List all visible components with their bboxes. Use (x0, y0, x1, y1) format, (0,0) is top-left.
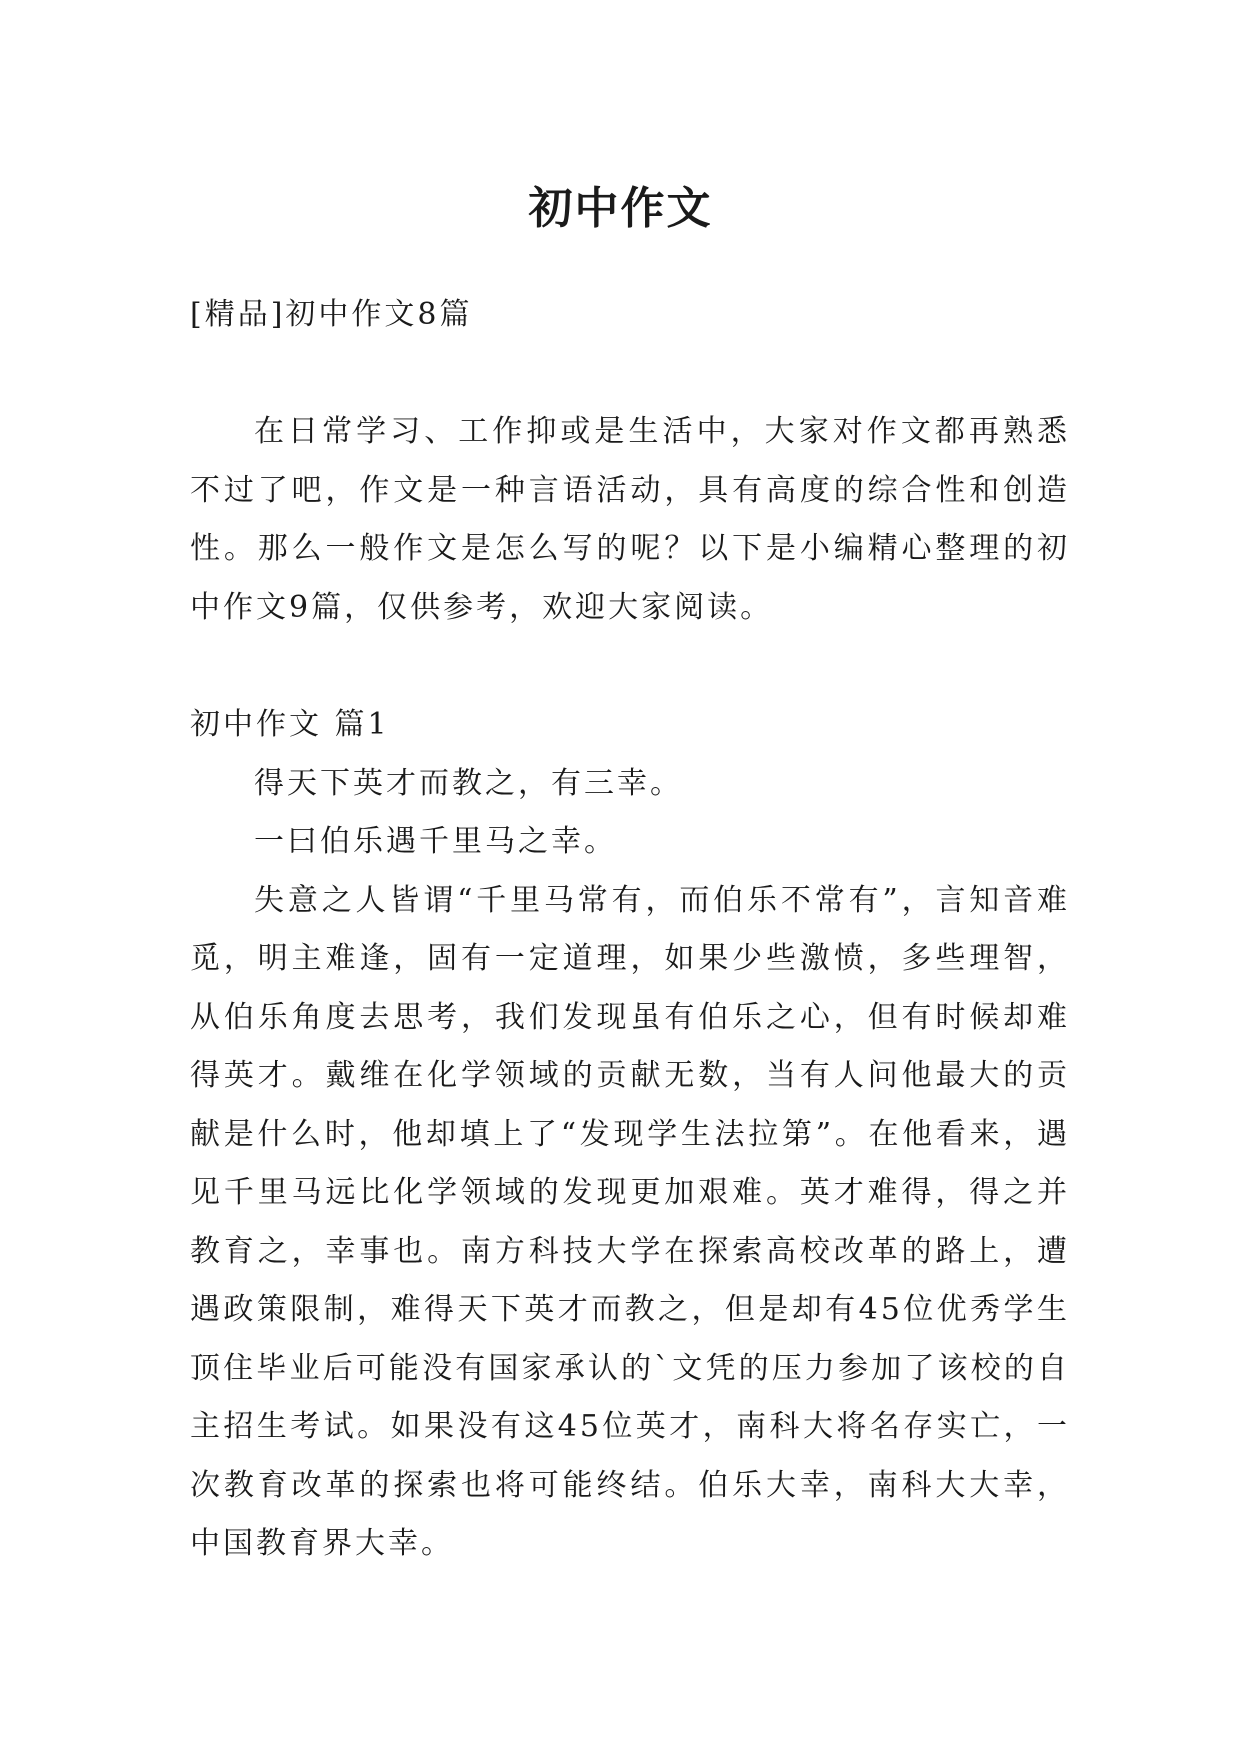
document-subtitle: [精品]初中作文8篇 (190, 297, 473, 332)
body-paragraph-3: 失意之人皆谓“千里马常有，而伯乐不常有”，言知音难觅，明主难逢，固有一定道理，如果少些激愤，多些理智，从伯乐角度去思考，我们发现虽有伯乐之心，但有时候却难得英才。戴维在化学领域的贡献无数，当有人问他最大的贡献是什么时，他却填上了“发现学生法拉第”。在他看来，遇见千里马远比化学领域的发现更加艰难。英才难得，得之并教育之，幸事也。南方科技大学在探索高校改革的路上，遭遇政策限制，难得天下英才而教之，但是却有45位优秀学生顶住毕业后可能没有国家承认的`文凭的压力参加了该校的自主招生考试。如果没有这45位英才，南科大将名存实亡，一次教育改革的探索也将可能终结。伯乐大幸，南科大大幸，中国教育界大幸。 (190, 882, 1070, 1561)
intro-block (190, 403, 1070, 637)
section-block (190, 696, 1070, 1574)
body-paragraph-1: 得天下英才而教之，有三幸。 (254, 765, 683, 801)
intro-paragraph: 在日常学习、工作抑或是生活中，大家对作文都再熟悉不过了吧，作文是一种言语活动，具有高度的综合性和创造性。那么一般作文是怎么写的呢？以下是小编精心整理的初中作文9篇，仅供参考，欢迎大家阅读。 (190, 414, 1070, 625)
section-heading: 初中作文 篇1 (190, 707, 390, 742)
body-paragraph-2: 一曰伯乐遇千里马之幸。 (254, 824, 617, 859)
document-title: 初中作文 (528, 183, 713, 235)
